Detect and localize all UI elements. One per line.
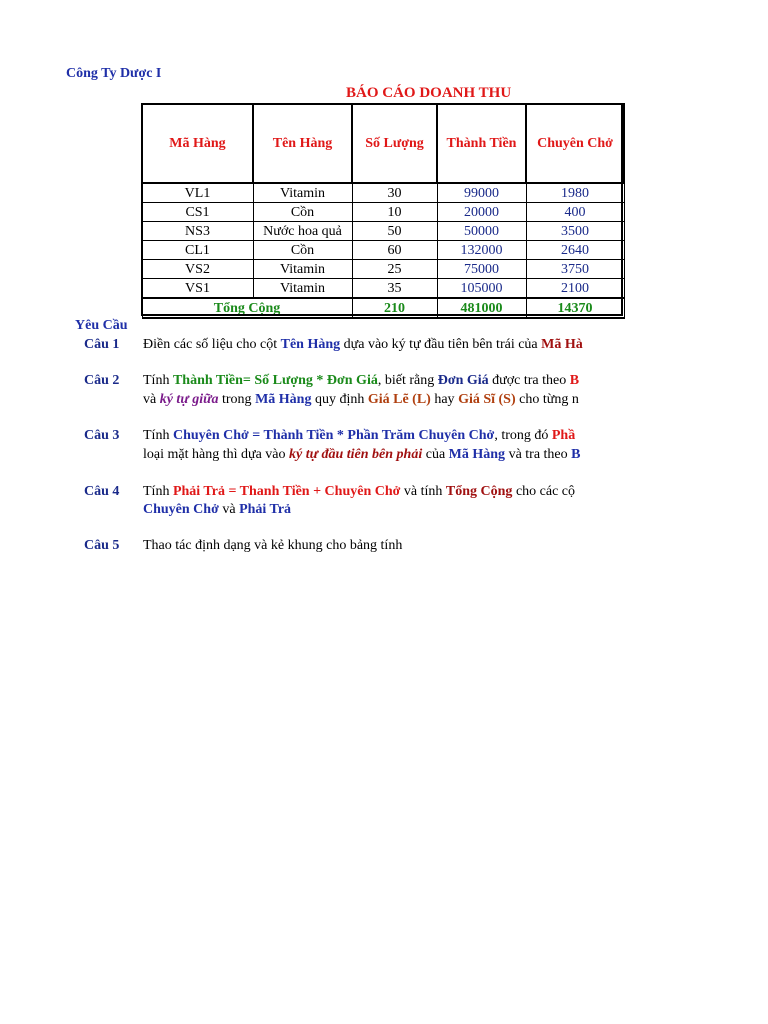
question-4-line-1 xyxy=(143,484,623,500)
cell-chuyen-cho: 400 xyxy=(526,203,624,222)
cell-ma-hang: NS3 xyxy=(142,222,253,241)
question-1-label: Câu 1 xyxy=(84,337,120,352)
q2-text-part: Tính xyxy=(143,373,173,388)
table-row xyxy=(142,183,624,203)
q4-highlight-phai-tra: Phải Trả xyxy=(239,502,292,517)
header-so-luong: Số Lượng xyxy=(352,104,437,183)
table-header-row xyxy=(142,104,624,183)
q3-highlight-phan-tram: Phầ xyxy=(551,428,576,443)
q3-highlight-ky-tu-phai: ký tự đầu tiên bên phải xyxy=(289,447,423,462)
q2-formula: Thành Tiền= Số Lượng * Đơn Giá xyxy=(172,373,378,388)
cell-ma-hang: CS1 xyxy=(142,203,253,222)
cell-so-luong: 10 xyxy=(352,203,437,222)
q4-text-part: cho các cộ xyxy=(512,484,576,499)
cell-chuyen-cho: 3750 xyxy=(526,260,624,279)
q1-text-part: dựa vào ký tự đầu tiên bên trái của xyxy=(340,337,542,352)
cell-chuyen-cho: 2640 xyxy=(526,241,624,260)
cell-ma-hang: VS1 xyxy=(142,279,253,299)
q2-text-part: quy định xyxy=(311,392,368,407)
q4-text-part: và xyxy=(218,502,240,517)
cell-ten-hang: Nước hoa quả xyxy=(253,222,352,241)
revenue-table xyxy=(141,103,625,319)
cell-ten-hang: Vitamin xyxy=(253,260,352,279)
table-row xyxy=(142,222,624,241)
requirements-title: Yêu Cầu xyxy=(75,318,128,333)
q2-highlight-don-gia: Đơn Giá xyxy=(437,373,489,388)
q3-text-part: , trong đó xyxy=(494,428,552,443)
cell-thanh-tien: 20000 xyxy=(437,203,526,222)
q2-highlight-ma-hang: Mã Hàng xyxy=(255,392,312,407)
cell-ten-hang: Cồn xyxy=(253,203,352,222)
question-4-line-2 xyxy=(143,502,623,518)
cell-so-luong: 50 xyxy=(352,222,437,241)
q1-highlight-ma-hang: Mã Hà xyxy=(541,337,583,352)
total-row xyxy=(142,298,624,318)
q2-highlight-gia-le: Giá Lẽ (L) xyxy=(367,392,431,407)
cell-ten-hang: Vitamin xyxy=(253,183,352,203)
q4-text-part: và tính xyxy=(400,484,446,499)
question-2-label: Câu 2 xyxy=(84,373,120,388)
table-row xyxy=(142,241,624,260)
table-row xyxy=(142,279,624,299)
question-2-line-1 xyxy=(143,373,623,389)
cell-thanh-tien: 132000 xyxy=(437,241,526,260)
q2-text-part: hay xyxy=(430,392,459,407)
header-chuyen-cho: Chuyên Chở xyxy=(526,104,624,183)
q4-highlight-chuyen-cho: Chuyên Chở xyxy=(143,502,219,517)
header-thanh-tien: Thành Tiền xyxy=(437,104,526,183)
total-label: Tổng Cộng xyxy=(142,298,352,318)
cell-thanh-tien: 50000 xyxy=(437,222,526,241)
question-3-line-2 xyxy=(143,447,623,463)
cell-so-luong: 25 xyxy=(352,260,437,279)
question-1-text xyxy=(143,337,623,353)
cell-so-luong: 60 xyxy=(352,241,437,260)
q1-highlight-ten-hang: Tên Hàng xyxy=(280,337,341,352)
cell-thanh-tien: 99000 xyxy=(437,183,526,203)
question-5-label: Câu 5 xyxy=(84,538,120,553)
q3-text-part: và tra theo xyxy=(505,447,572,462)
question-4-label: Câu 4 xyxy=(84,484,120,499)
q2-text-part: trong xyxy=(218,392,256,407)
q3-text-part: Tính xyxy=(143,428,173,443)
table-row xyxy=(142,203,624,222)
q3-text-part: của xyxy=(422,447,449,462)
total-chuyen-cho: 14370 xyxy=(526,298,624,318)
q2-text-part: , biết rằng xyxy=(377,373,438,388)
q2-highlight-ky-tu-giua: ký tự giữa xyxy=(159,392,219,407)
cell-ma-hang: CL1 xyxy=(142,241,253,260)
cell-chuyen-cho: 3500 xyxy=(526,222,624,241)
cell-ma-hang: VS2 xyxy=(142,260,253,279)
report-title: BÁO CÁO DOANH THU xyxy=(346,85,512,101)
q4-text-part: Tính xyxy=(143,484,173,499)
cell-so-luong: 35 xyxy=(352,279,437,299)
q4-formula: Phải Trả = Thanh Tiền + Chuyên Chở xyxy=(172,484,401,499)
total-thanh-tien: 481000 xyxy=(437,298,526,318)
cell-ten-hang: Cồn xyxy=(253,241,352,260)
cell-ten-hang: Vitamin xyxy=(253,279,352,299)
q4-highlight-tong-cong: Tổng Cộng xyxy=(445,484,513,499)
q2-text-part: được tra theo xyxy=(488,373,570,388)
q3-text-part: loại mặt hàng thì dựa vào xyxy=(143,447,289,462)
question-2-line-2 xyxy=(143,392,623,408)
total-so-luong: 210 xyxy=(352,298,437,318)
q2-highlight-gia-si: Giá Sĩ (S) xyxy=(458,392,516,407)
q2-text-part: cho từng n xyxy=(515,392,579,407)
header-ma-hang: Mã Hàng xyxy=(142,104,253,183)
q3-highlight-ma-hang: Mã Hàng xyxy=(448,447,506,462)
header-ten-hang: Tên Hàng xyxy=(253,104,352,183)
question-5-text: Thao tác định dạng và kẻ khung cho bảng tính xyxy=(143,538,403,553)
cell-so-luong: 30 xyxy=(352,183,437,203)
cell-thanh-tien: 75000 xyxy=(437,260,526,279)
table-row xyxy=(142,260,624,279)
q1-text-part: Điền các số liệu cho cột xyxy=(143,337,281,352)
company-name: Công Ty Dược I xyxy=(66,66,162,81)
question-3-label: Câu 3 xyxy=(84,428,120,443)
cell-ma-hang: VL1 xyxy=(142,183,253,203)
q3-highlight-bang: B xyxy=(571,447,581,462)
q3-formula: Chuyên Chở = Thành Tiền * Phần Trăm Chuyên Chở xyxy=(172,428,495,443)
cell-thanh-tien: 105000 xyxy=(437,279,526,299)
q2-highlight-bang: B xyxy=(569,373,580,388)
cell-chuyen-cho: 1980 xyxy=(526,183,624,203)
question-3-line-1 xyxy=(143,428,623,444)
q2-text-part: và xyxy=(143,392,160,407)
cell-chuyen-cho: 2100 xyxy=(526,279,624,299)
